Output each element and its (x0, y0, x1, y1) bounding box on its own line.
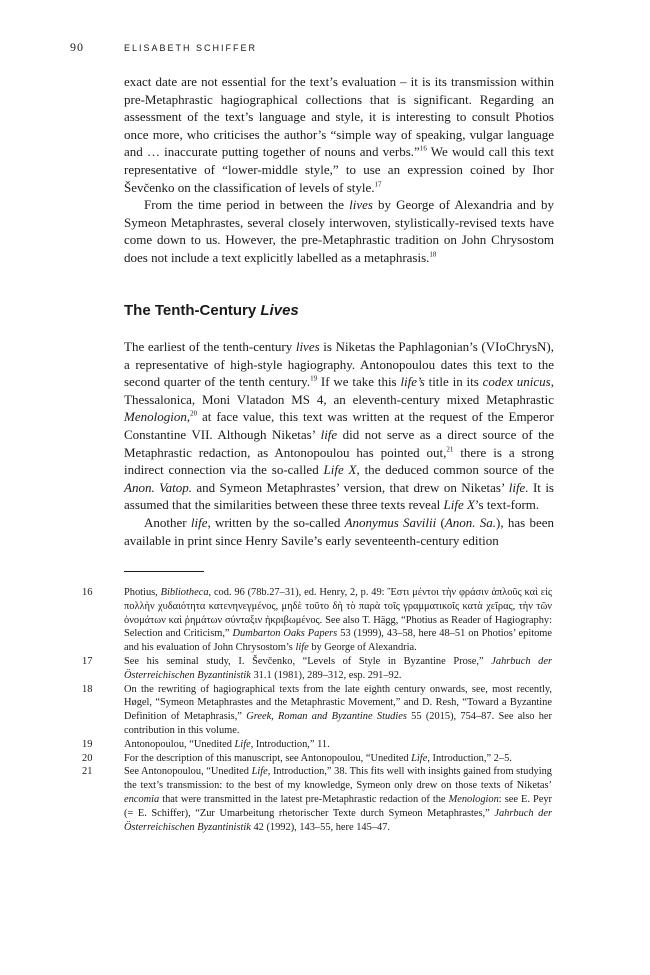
footnote-16: 16 Photius, Bibliotheca, cod. 96 (78b.27–31), ed. Henry, 2, p. 49: Ἔστι μέντοι τὴν φράσιν ἁπλοῦς καὶ εἰς πολλὴν χυδαιότητα κατενηνεγμένος, μηδὲ τοῦτο δὴ τὸ παρὰ τοῖς γραμματικοῖς κατὰ χεῖρας, τὴν τῶν ὀνομάτων καὶ ῥημάτων σύνταξιν ἠκριβωμένος. See also T. Hägg, “Photius as Reader of Hagiography: Selection and Criticism,” Dumbarton Oaks Papers 53 (1999), 43–58, here 48–51 on Photios’ epitome and his evaluation of John Chrysostom’s life by George of Alexandria. (82, 587, 552, 654)
footnote-rule (124, 571, 204, 572)
intro-text (124, 73, 554, 267)
footnote-19: 19 Antonopoulou, “Unedited Life, Introduction,” 11. (82, 738, 330, 750)
footnote-ref-17: 17 (374, 180, 382, 189)
footnote-ref-21: 21 (446, 445, 454, 454)
footnote-ref-18: 18 (429, 250, 437, 259)
footnote-ref-20: 20 (190, 410, 198, 419)
intro-paragraph-2: From the time period in between the lives by George of Alexandria and by Symeon Metaphrastes, several closely interwoven, stylistically-revised texts have come down to us. However, the pre-Metaphrastic tradition on John Chrysostom does not include a text explicitly labelled as a metaphrasis.$^{18}$ (124, 197, 554, 265)
footnote-number: 17 (82, 655, 93, 667)
footnote-20: 20 For the description of this manuscript, see Antonopoulou, “Unedited Life, Introduction,” 2–5. (82, 752, 512, 764)
footnote-ref-19: 19 (310, 374, 318, 383)
intro-paragraph-1: exact date are not essential for the text’s evaluation – it is its transmission within pre-Metaphrastic hagiographical collections that is significant. Regarding an assessment of the text’s language and style, it is interesting to consult Photios once more, who criticises the author’s “simple way of speaking, vulgar language and … inaccurate putting together of nouns and verbs.”$^{16}$ We would call this text representative of “lower-middle style,” to use an expression coined by Ihor Ševčenko on the classification of levels of style.$^{17}$ (124, 74, 554, 195)
footnote-17: 17 See his seminal study, I. Ševčenko, “Levels of Style in Byzantine Prose,” Jahrbuch der Österreichischen Byzantinistik 31.1 (1981), 289–312, esp. 291–92. (82, 655, 552, 681)
section-text (124, 338, 554, 549)
footnote-18: 18 On the rewriting of hagiographical texts from the late eighth century onwards, see, most recently, Høgel, “Symeon Metaphrastes and the Metaphrastic Movement,” and D. Resh, “Toward a Byzantine Definition of Metaphrasis,” Greek, Roman and Byzantine Studies 55 (2015), 754–87. See also her contribution in this volume. (82, 683, 552, 736)
footnote-number: 20 (82, 752, 93, 764)
footnote-number: 19 (82, 738, 93, 750)
running-head: ELISABETH SCHIFFER (124, 43, 258, 53)
footnote-number: 21 (82, 766, 93, 778)
section-heading: The Tenth-Century Lives (124, 302, 299, 319)
footnote-ref-16: 16 (419, 145, 427, 154)
footnotes (82, 586, 552, 834)
section-paragraph-1: The earliest of the tenth-century lives is Niketas the Paphlagonian’s (VIoChrysN), a representative of high-style hagiography. Antonopoulou dates this text to the second quarter of the tenth century.$^{19}$ If we take this life’s title in its codex unicus, Thessalonica, Moni Vlatadon MS 4, an eleventh-century mixed Metaphrastic Menologion,$^{20}$ at face value, this text was written at the request of the Emperor Constantine VII. Although Niketas’ life did not serve as a direct source of the Metaphrastic redaction, as Antonopoulou has pointed out,$^{21}$ there is a strong indirect connection via the so-called Life X, the deduced common source of the Anon. Vatop. and Symeon Metaphrastes’ version, that drew on Niketas’ life. It is assumed that the similarities between these three texts reveal Life X’s text-form. (124, 339, 555, 513)
footnote-number: 16 (82, 587, 93, 598)
page-number: 90 (70, 40, 84, 54)
footnote-number: 18 (82, 683, 93, 695)
section-paragraph-2: Another life, written by the so-called Anonymus Savilii (Anon. Sa.), has been available in print since Henry Savile’s early seventeenth-century edition (124, 514, 554, 548)
footnote-21: 21 See Antonopoulou, “Unedited Life, Introduction,” 38. This fits well with insights gained from studying the text’s transmission: to the best of my knowledge, Symeon only drew on those texts of Niketas’ encomia that were transmitted in the latest pre-Metaphrastic redaction of the Menologion: see E. Peyr (= E. Schiffer), “Zur Umarbeitung rhetorischer Texte durch Symeon Metaphrastes,” Jahrbuch der Österreichischen Byzantinistik 42 (1992), 143–55, here 145–47. (82, 766, 552, 833)
